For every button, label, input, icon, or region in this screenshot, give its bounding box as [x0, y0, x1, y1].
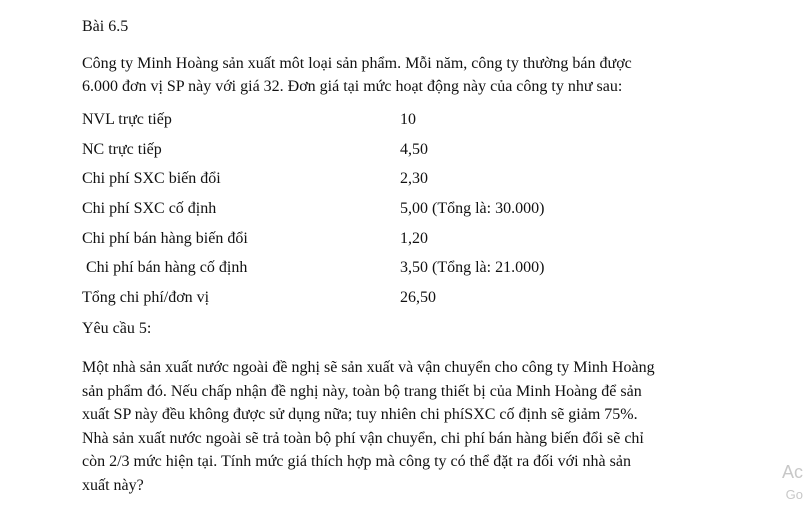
requirement-heading: Yêu cầu 5: [82, 320, 152, 337]
question-paragraph [82, 356, 710, 497]
intro-line-1: Công ty Minh Hoàng sản xuất môt loại sản phẩm. Mỗi năm, công ty thường bán được [82, 55, 632, 72]
cost-row [82, 259, 722, 283]
cost-value: 3,50 (Tổng là: 21.000) [400, 259, 545, 276]
question-line: sản phẩm đó. Nếu chấp nhận đề nghị này, toàn bộ trang thiết bị của Minh Hoàng để sản [82, 382, 642, 400]
cost-label: Chi phí SXC cố định [82, 200, 217, 217]
cost-value: 26,50 [400, 289, 436, 306]
intro-line-2: 6.000 đơn vị SP này với giá 32. Đơn giá tại mức hoạt động này của công ty như sau: [82, 78, 623, 95]
cost-label: Tổng chi phí/đơn vị [82, 289, 210, 306]
cost-label: Chi phí SXC biến đổi [82, 170, 221, 187]
question-line: xuất này? [82, 476, 144, 494]
cost-row [82, 111, 722, 135]
question-line: còn 2/3 mức hiện tại. Tính mức giá thích hợp mà công ty có thể đặt ra đối với nhà sản [82, 453, 631, 470]
cost-row [82, 230, 722, 254]
cost-row [82, 289, 722, 313]
cost-label: NVL trực tiếp [82, 111, 172, 128]
question-line: xuất SP này đều không được sử dụng nữa; tuy nhiên chi phíSXC cố định sẽ giảm 75%. [82, 406, 638, 423]
cost-row [82, 200, 722, 224]
cost-value: 1,20 [400, 230, 428, 247]
cost-label: Chi phí bán hàng cố định [82, 259, 248, 276]
cost-value: 10 [400, 111, 416, 128]
question-line: Một nhà sản xuất nước ngoài đề nghị sẽ sản xuất và vận chuyển cho công ty Minh Hoàng [82, 359, 655, 376]
intro-paragraph [82, 52, 702, 98]
cost-row [82, 141, 722, 165]
activation-watermark-line-1: Ac [781, 462, 803, 482]
cost-label: NC trực tiếp [82, 141, 162, 158]
cost-label: Chi phí bán hàng biến đổi [82, 230, 248, 247]
cost-value: 5,00 (Tổng là: 30.000) [400, 200, 545, 217]
cost-row [82, 170, 722, 194]
activation-watermark-line-2: Go [785, 487, 803, 502]
exercise-title: Bài 6.5 [82, 18, 129, 35]
cost-value: 2,30 [400, 170, 428, 187]
question-line: Nhà sản xuất nước ngoài sẽ trả toàn bộ phí vận chuyển, chi phí bán hàng biến đổi sẽ chỉ [82, 429, 644, 447]
cost-value: 4,50 [400, 141, 428, 158]
